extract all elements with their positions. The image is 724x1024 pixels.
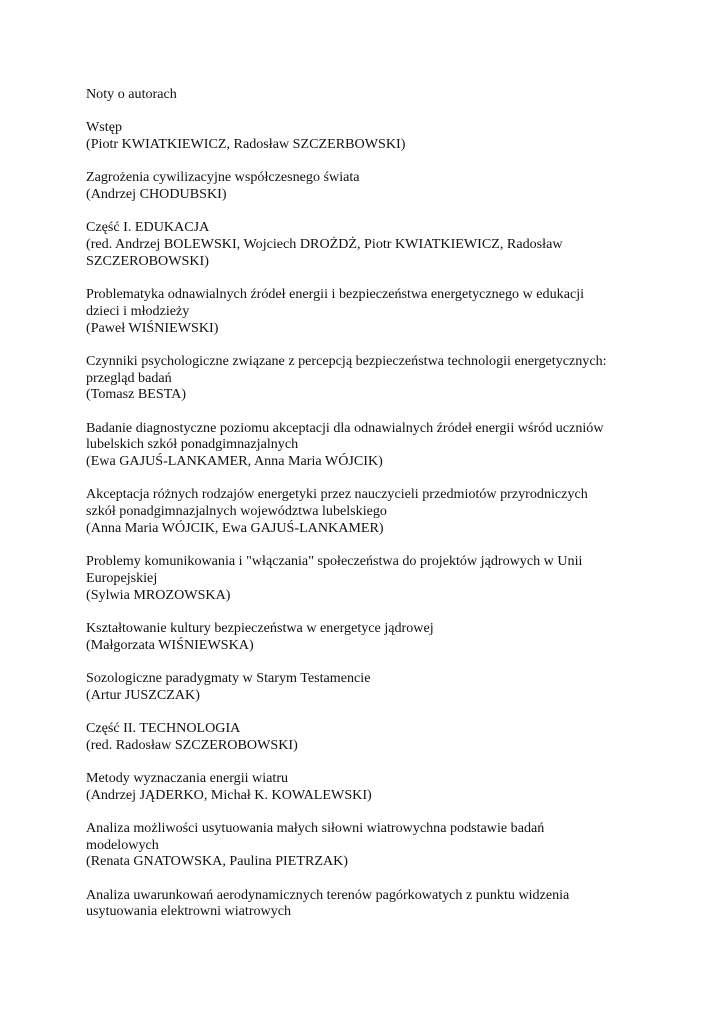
section-heading: Część II. TECHNOLOGIA [86, 719, 241, 736]
entry-authors: (Andrzej CHODUBSKI) [86, 185, 227, 202]
entry-renewable-education [86, 286, 646, 336]
section-editors: (red. Radosław SZCZEROBOWSKI) [86, 736, 298, 753]
entry-title-continued: modelowych [86, 836, 159, 853]
entry-teacher-acceptance [86, 486, 646, 536]
entry-title: Analiza uwarunkowań aerodynamicznych terenów pagórkowatych z punktu widzenia [86, 886, 570, 903]
entry-title: Analiza możliwości usytuowania małych siłowni wiatrowychna podstawie badań [86, 819, 545, 836]
entry-title: Badanie diagnostyczne poziomu akceptacji dla odnawialnych źródeł energii wśród uczniów [86, 419, 604, 436]
entry-authors: (Andrzej JĄDERKO, Michał K. KOWALEWSKI) [86, 786, 372, 803]
entry-authors: (Anna Maria WÓJCIK, Ewa GAJUŚ-LANKAMER) [86, 519, 384, 536]
entry-title: Metody wyznaczania energii wiatru [86, 769, 289, 786]
entry-authors: (Piotr KWIATKIEWICZ, Radosław SZCZERBOWSKI) [86, 135, 406, 152]
entry-introduction [86, 119, 646, 153]
entry-title: Sozologiczne paradygmaty w Starym Testamencie [86, 669, 371, 686]
section-part-one [86, 219, 646, 269]
entry-title-continued: szkół ponadgimnazjalnych województwa lubelskiego [86, 503, 387, 520]
entry-safety-culture [86, 620, 646, 654]
entry-sozological-paradigms [86, 670, 646, 704]
section-editors: (red. Andrzej BOLEWSKI, Wojciech DROŻDŻ, Piotr KWIATKIEWICZ, Radosław [86, 235, 563, 252]
entry-title-continued: przegląd badań [86, 369, 172, 386]
entry-title-continued: usytuowania elektrowni wiatrowych [86, 903, 292, 920]
entry-authors: (Sylwia MROZOWSKA) [86, 586, 231, 603]
entry-authors: (Paweł WIŚNIEWSKI) [86, 319, 219, 336]
section-heading: Część I. EDUKACJA [86, 219, 210, 236]
entry-title-continued: lubelskich szkół ponadgimnazjalnych [86, 436, 299, 453]
entry-nuclear-communication [86, 553, 646, 603]
section-part-two [86, 720, 646, 754]
entry-authors: (Małgorzata WIŚNIEWSKA) [86, 636, 254, 653]
entry-civilization-threats [86, 169, 646, 203]
entry-notes-about-authors [86, 86, 646, 103]
entry-title: Akceptacja różnych rodzajów energetyki przez nauczycieli przedmiotów przyrodniczych [86, 486, 588, 503]
entry-title: Kształtowanie kultury bezpieczeństwa w energetyce jądrowej [86, 619, 434, 636]
entry-authors: (Artur JUSZCZAK) [86, 686, 200, 703]
entry-aerodynamic-conditions [86, 887, 646, 921]
entry-title-continued: dzieci i młodzieży [86, 302, 190, 319]
section-editors-continued: SZCZEROBOWSKI) [86, 252, 209, 269]
entry-authors: (Ewa GAJUŚ-LANKAMER, Anna Maria WÓJCIK) [86, 453, 383, 470]
entry-authors: (Tomasz BESTA) [86, 386, 187, 403]
entry-title: Problemy komunikowania i "włączania" społeczeństwa do projektów jądrowych w Unii [86, 553, 583, 570]
table-of-contents [86, 86, 646, 937]
entry-wind-energy-methods [86, 770, 646, 804]
entry-title: Noty o autorach [86, 86, 177, 102]
entry-psychological-factors [86, 353, 646, 403]
entry-authors: (Renata GNATOWSKA, Paulina PIETRZAK) [86, 853, 348, 870]
entry-title: Czynniki psychologiczne związane z percepcją bezpieczeństwa technologii energetycznych: [86, 352, 607, 369]
entry-title: Wstęp [86, 119, 123, 136]
entry-diagnostic-study [86, 420, 646, 470]
entry-small-wind-turbines [86, 820, 646, 870]
entry-title-continued: Europejskiej [86, 569, 158, 586]
entry-title: Problematyka odnawialnych źródeł energii i bezpieczeństwa energetycznego w edukacji [86, 285, 585, 302]
entry-title: Zagrożenia cywilizacyjne współczesnego świata [86, 169, 360, 186]
